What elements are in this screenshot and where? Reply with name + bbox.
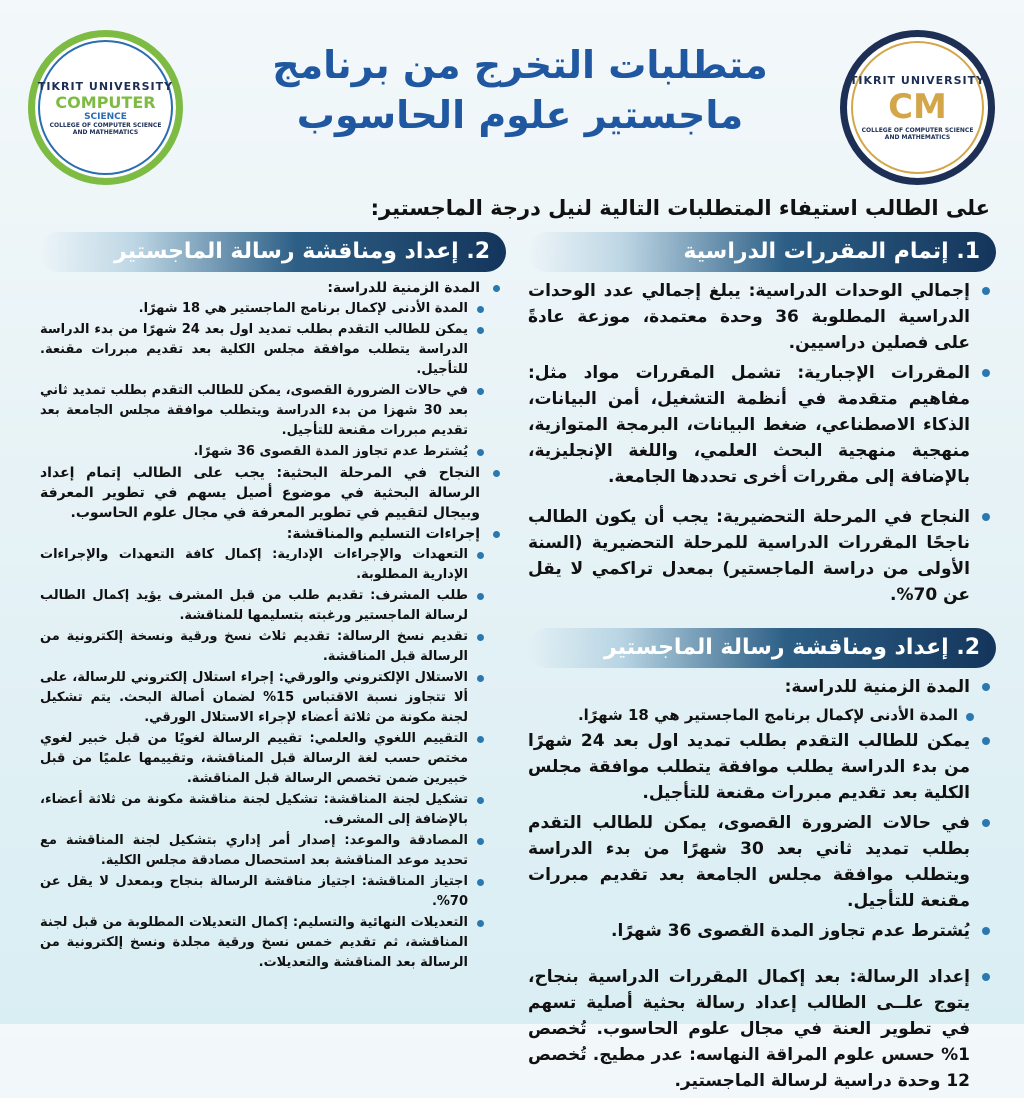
list-item: المدة الأدنى لإكمال برنامج الماجستير هي 18 شهرًا. <box>528 704 996 727</box>
section-heading-thesis: 2. إعداد ومناقشة رسالة الماجستير <box>40 232 506 272</box>
right-column <box>528 232 996 1098</box>
list-item: إجمالي الوحدات الدراسية: يبلغ إجمالي عدد الوحدات الدراسية المطلوبة 36 وحدة معتمدة، موزعة عادةً على فصلين دراسيين. <box>528 278 996 356</box>
list-item: في حالات الضرورة القصوى، يمكن للطالب التقدم بطلب تمديد ثاني بعد 30 شهزا من بدء الدراسة ويتطلب موافقة مجلس الجامعة بعد تقديم مبررات مقنعة للتأجيل. <box>40 381 506 441</box>
list-item: اجتياز المناقشة: اجتياز مناقشة الرسالة بنجاح وبمعدل لا يقل عن 70%. <box>40 872 506 912</box>
list-item: المدة الزمنية للدراسة: <box>528 674 996 700</box>
list-item: يُشترط عدم تجاوز المدة القصوى 36 شهرًا. <box>40 442 506 462</box>
list-item: المدة الأدنى لإكمال برنامج الماجستير هي 18 شهرًا. <box>40 299 506 319</box>
list-item: تشكيل لجنة المناقشة: تشكيل لجنة مناقشة مكونة من ثلاثة أعضاء، بالإضافة إلى المشرف. <box>40 790 506 830</box>
list-item: في حالات الضرورة القصوى، يمكن للطالب التقدم بطلب تمديد ثاني بعد 30 شهرًا من بدء الدراسة ويتطلب موافقة مجلس الجامعة بعد تقديم مبررات مقنعة للتأجيل. <box>528 810 996 914</box>
list-item: التقييم اللغوي والعلمي: تقييم الرسالة لغويًا من قبل خبير لغوي مختص حسب لغة الرسالة قبل المناقشة، وتقييمها علميًا من قبل خبيرين ضمن تخصص الرسالة قبل المناقشة. <box>40 729 506 789</box>
intro-text: على الطالب استيفاء المتطلبات التالية لنيل درجة الماجستير: <box>370 196 990 220</box>
list-item: المقررات الإجبارية: تشمل المقررات مواد مثل: مفاهيم متقدمة في أنظمة التشغيل، أمن البيانات، الذكاء الاصطناعي، ضغط البيانات، البرمجة المتوازية، منهجية منهجية البحث العلمي، واللغة الإنجليزية، بالإضافة إلى مقررات أخرى تحددها الجامعة. <box>528 360 996 490</box>
thesis-requirements-list <box>40 278 506 973</box>
list-item: النجاح في المرحلة التحضيرية: يجب أن يكون الطالب ناجحًا المقررات الدراسية للمرحلة التحضيرية (السنة الأولى من دراسة الماجستير) بمعدل تراكمي لا يقل عن 70%. <box>528 504 996 608</box>
logo-center-text: COMPUTER <box>55 92 156 112</box>
list-item: المدة الزمنية للدراسة: <box>40 278 506 298</box>
list-item: المصادقة والموعد: إصدار أمر إداري بتشكيل لجنة المناقشة مع تحديد موعد المناقشة بعد استحصال مصادقة مجلس الكلية. <box>40 831 506 871</box>
thesis-list <box>528 674 996 1094</box>
list-item: التعهدات والإجراءات الإدارية: إكمال كافة التعهدات والإجراءات الإدارية المطلوبة. <box>40 545 506 585</box>
left-column <box>40 232 506 974</box>
computer-science-logo <box>28 30 183 185</box>
list-item: يمكن للطالب التقدم بطلب تمديد اول بعد 24 شهرًا من بدء الدراسة يطلب موافقة يتطلب موافقة مجلس الكلية بعد تقديم مبررات مقنعة للتأجيل. <box>528 728 996 806</box>
list-item: إعداد الرسالة: بعد إكمال المقررات الدراسية بنجاح، يتوج علــى الطالب إعداد رسالة بحثية أصلية تسهم في تطوير العنة في مجال علوم الحاسوب. تُخصص 1% حسس علوم المراقة النهاسه: عدر مطيج. تُخصص 12 وحدة دراسية لرسالة الماجستير. <box>528 964 996 1094</box>
section-heading-courses: 1. إتمام المقررات الدراسية <box>528 232 996 272</box>
list-item: طلب المشرف: تقديم طلب من قبل المشرف يؤيد إكمال الطالب لرسالة الماجستير ورغبته بتسليمها للمناقشة. <box>40 586 506 626</box>
page-title <box>220 40 820 140</box>
list-item: إجراءات التسليم والمناقشة: <box>40 524 506 544</box>
list-item: التعديلات النهائية والتسليم: إكمال التعديلات المطلوبة من قبل لجنة المناقشة، ثم تقديم خمس نسخ ورقية مجلدة ونسخ إلكترونية من الرسالة بعد المناقشة والتعديلات. <box>40 913 506 973</box>
logo-bottom-text: COLLEGE OF COMPUTER SCIENCE AND MATHEMATICS <box>49 121 162 136</box>
list-item: يمكن للطالب التقدم بطلب تمديد اول بعد 24 شهرًا من بدء الدراسة الدراسة يتطلب موافقة مجلس الكلية بعد تقديم مبررات مقنعة. للتأجيل. <box>40 320 506 380</box>
college-logo <box>840 30 995 185</box>
list-item: الاستلال الإلكتروني والورقي: إجراء استلال إلكتروني للرسالة، على ألا تتجاوز نسبة الاقتباس 15% لضمان أصالة البحث. يتم تشكيل لجنة مكونة من ثلاثة أعضاء لإجراء الاستلال الورقي. <box>40 668 506 728</box>
title-line-2: ماجستير علوم الحاسوب <box>296 93 744 137</box>
list-item: يُشترط عدم تجاوز المدة القصوى 36 شهرًا. <box>528 918 996 944</box>
title-line-1: متطلبات التخرج من برنامج <box>272 43 768 87</box>
section-heading-thesis: 2. إعداد ومناقشة رسالة الماجستير <box>528 628 996 668</box>
logo-center-text: CM <box>888 87 947 127</box>
list-item: تقديم نسخ الرسالة: تقديم ثلاث نسخ ورقية ونسخة إلكترونية من الرسالة قبل المناقشة. <box>40 627 506 667</box>
logo-top-text: TIKRIT UNIVERSITY <box>37 79 174 93</box>
logo-bottom-text: COLLEGE OF COMPUTER SCIENCE AND MATHEMATICS <box>861 127 974 141</box>
list-item: النجاح في المرحلة البحثية: يجب على الطالب إتمام إعداد الرسالة البحثية في موضوع أصيل يسهم في تطوير المعرفة وبيجال لتقييم في تطوير المعرفة في مجال علوم الحاسوب. <box>40 463 506 523</box>
logo-sub-text: SCIENCE <box>84 111 127 122</box>
logo-top-text: TIKRIT UNIVERSITY <box>849 74 986 87</box>
courses-list <box>528 278 996 608</box>
